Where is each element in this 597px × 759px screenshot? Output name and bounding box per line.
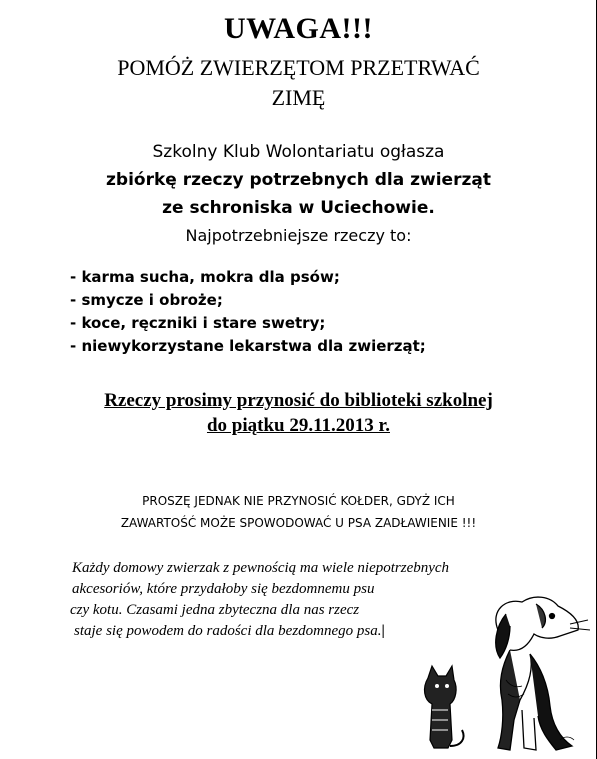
needed-intro: Najpotrzebniejsze rzeczy to: (185, 226, 412, 245)
notice-line-2: do piątku 29.11.2013 r. (206, 415, 390, 436)
collection-line-2: ze schroniska w Uciechowie. (162, 198, 435, 218)
warning-line-2: ZAWARTOŚĆ MOŻE SPOWODOWAĆ U PSA ZADŁAWIENIE !!! (120, 516, 477, 530)
list-item: - niewykorzystane lekarstwa dla zwierząt; (70, 337, 426, 355)
dog-illustration (496, 597, 590, 750)
text-cursor: | (381, 623, 385, 639)
subtitle-line-2: ZIMĘ (271, 85, 326, 110)
needed-items-list (70, 266, 426, 358)
warning-line-1: PROSZĘ JEDNAK NIE PRZYNOSIĆ KOŁDER, GDYŻ ICH (142, 494, 455, 508)
closing-line-2: akcesoriów, które przydałoby się bezdomnemu psu (72, 581, 375, 597)
list-item: - karma sucha, mokra dla psów; (70, 268, 340, 286)
dog-and-cat-drawing (410, 590, 590, 755)
collection-line-1: zbiórkę rzeczy potrzebnych dla zwierząt (106, 170, 491, 190)
closing-line-1: Każdy domowy zwierzak z pewnością ma wiele niepotrzebnych (72, 560, 450, 576)
list-item: - smycze i obroże; (70, 291, 223, 309)
announcement: Szkolny Klub Wolontariatu ogłasza (152, 142, 445, 162)
closing-line-4: staje się powodem do radości dla bezdomnego psa. (74, 623, 382, 639)
notice-line-1: Rzeczy prosimy przynosić do biblioteki szkolnej (104, 390, 493, 411)
closing-paragraph (0, 558, 449, 642)
page-title: UWAGA!!! (224, 12, 373, 45)
closing-line-3: czy kotu. Czasami jedna zbyteczna dla nas rzecz (70, 602, 360, 618)
subtitle-line-1: POMÓŻ ZWIERZĘTOM PRZETRWAĆ (117, 55, 480, 80)
cat-illustration (425, 666, 464, 748)
list-item: - koce, ręczniki i stare swetry; (70, 314, 326, 332)
